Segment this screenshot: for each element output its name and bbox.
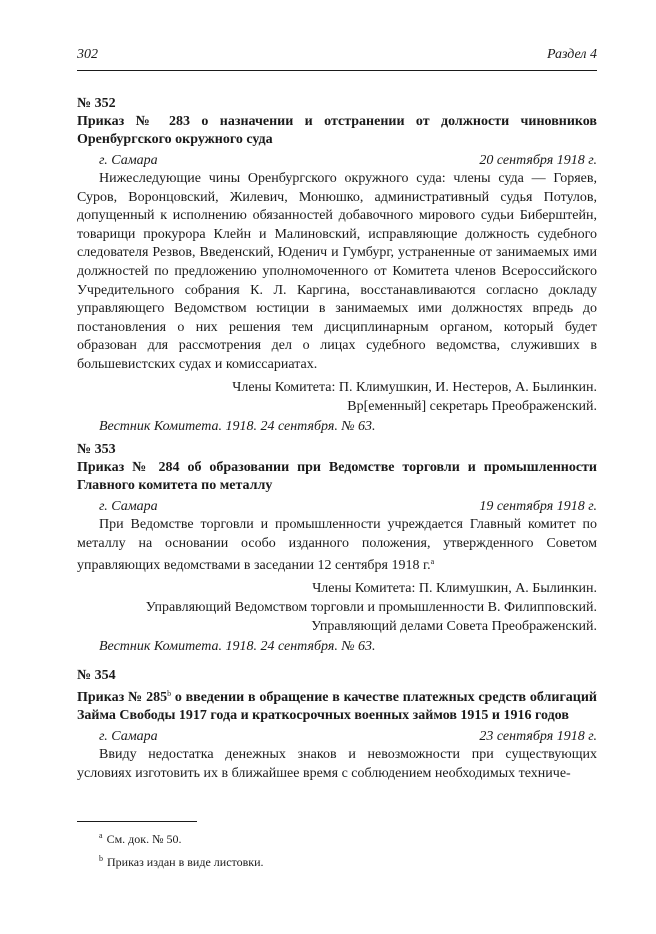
document-number: № 354	[77, 668, 116, 683]
document-body: Ввиду недостатка денежных знаков и невозможности при существующих условиях изготовить их в ближайшее время с соблюдением необходимых техниче-	[77, 747, 597, 781]
signature-line: Члены Комитета: П. Климушкин, И. Нестеров, А. Былинкин.	[232, 379, 597, 395]
document-title: Приказ № 284 об образовании при Ведомстве торговли и промышленности Главного комитета по металлу	[77, 460, 597, 493]
footnote-rule	[77, 821, 197, 822]
footnotes	[99, 826, 597, 872]
header-rule	[77, 70, 597, 71]
footnote-ref: a	[430, 557, 435, 567]
place-date	[77, 498, 597, 516]
date: 19 сентября 1918 г.	[479, 499, 597, 514]
footnote	[99, 849, 597, 872]
source-citation: Вестник Комитета. 1918. 24 сентября. № 63.	[99, 638, 376, 654]
date: 23 сентября 1918 г.	[479, 729, 597, 744]
title-part: Приказ № 285	[77, 690, 168, 705]
place: г. Самара	[99, 729, 158, 744]
document-353	[77, 441, 597, 656]
footnote-text: Приказ издан в виде листовки.	[107, 855, 264, 869]
section-label: Раздел 4	[546, 47, 597, 62]
place: г. Самара	[99, 153, 158, 168]
signature-line: Вр[еменный] секретарь Преображенский.	[347, 398, 597, 414]
signature-line: Управляющий делами Совета Преображенский.	[311, 618, 597, 634]
document-body: Нижеследующие чины Оренбургского окружного суда: члены суда — Горяев, Суров, Воронцовский, Жилевич, Монюшко, административный судья Потулов, допущенный к исполнению обязанностей добавочного мирового судьи Биберштейн, товарищи прокурора Клейн и Малиновский, исправляющие должность судебного следователя Резвов, Введенский, Юденич и Гумбург, устраненные от занимаемых ими должностей по предложению уполномоченного от Комитета членов Всероссийского Учредительного собрания К. Л. Каргина, восстанавливаются согласно докладу управляющего Ведомством юстиции в занимаемых ими должностях впредь до постановления о них решения тем дисциплинарным органом, который будет образован для рассмотрения дел о лицах судебного ведомства, служивших в большевистских судах и комиссариатах.	[77, 171, 597, 372]
running-head	[77, 47, 597, 63]
place: г. Самара	[99, 499, 158, 514]
document-body	[77, 516, 597, 576]
page-number: 302	[77, 47, 98, 62]
document-352	[77, 95, 597, 436]
document-354	[77, 667, 597, 783]
source-citation: Вестник Комитета. 1918. 24 сентября. № 63.	[99, 418, 376, 434]
place-date	[77, 152, 597, 170]
body-text: При Ведомстве торговли и промышленности учреждается Главный комитет по металлу на основании особо изданного положения, утвержденного Советом управляющих ведомствами в заседании 12 сентября 1918 г.	[77, 517, 597, 574]
signature-line: Управляющий Ведомством торговли и промышленности В. Филипповский.	[145, 599, 597, 615]
document-title: Приказ № 283 о назначении и отстранении от должности чиновников Оренбургского окружного суда	[77, 114, 597, 147]
footnote	[99, 826, 597, 849]
footnote-mark: b	[99, 854, 103, 863]
footnote-text: См. док. № 50.	[106, 832, 182, 846]
place-date	[77, 728, 597, 746]
document-number: № 352	[77, 96, 116, 111]
date: 20 сентября 1918 г.	[479, 153, 597, 168]
document-title	[77, 685, 597, 725]
footnote-mark: a	[99, 831, 103, 840]
signature-line: Члены Комитета: П. Климушкин, А. Былинкин.	[312, 580, 597, 596]
title-part: о введении в обращение в качестве платежных средств облигаций Займа Свободы 1917 года и краткосрочных военных займов 1915 и 1916 годов	[77, 690, 597, 723]
document-number: № 353	[77, 442, 116, 457]
footnote-ref: b	[167, 689, 172, 698]
